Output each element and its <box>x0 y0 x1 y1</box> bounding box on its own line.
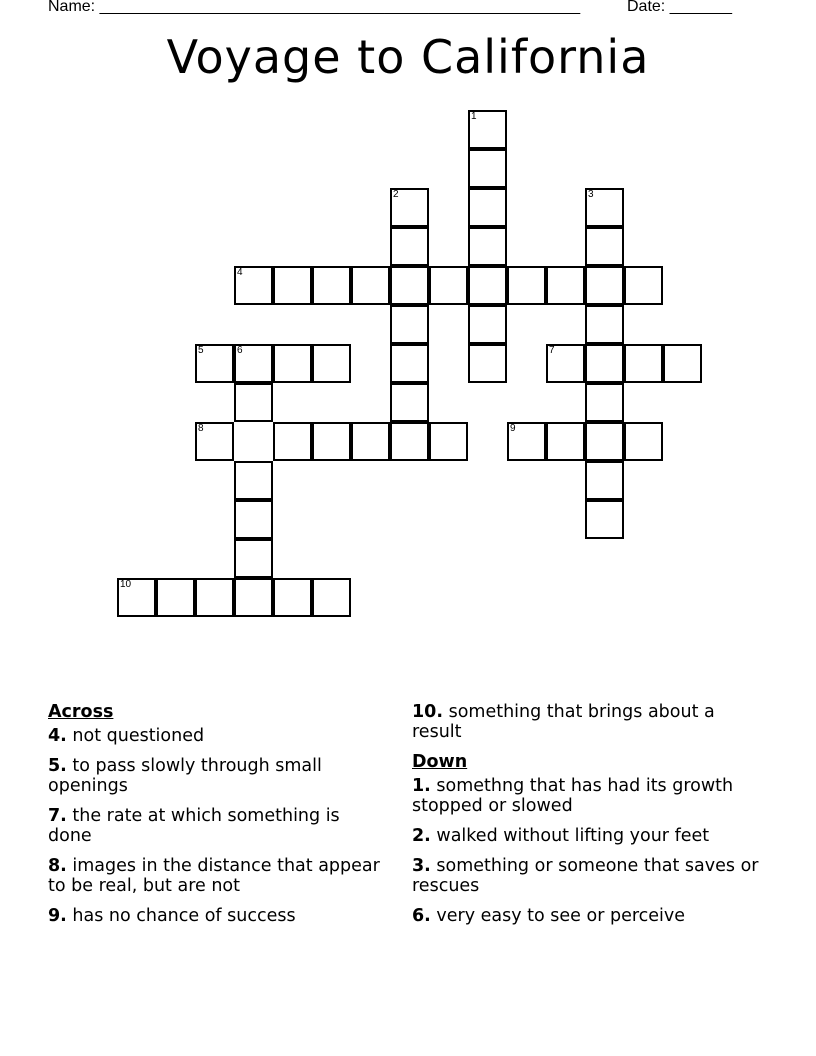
cell-number: 6 <box>237 345 243 356</box>
clue-across-9 <box>48 906 388 926</box>
cell-number: 1 <box>471 111 477 122</box>
crossword-cell[interactable] <box>390 227 429 266</box>
crossword-cell[interactable] <box>195 578 234 617</box>
clue-number: 6. <box>412 906 431 926</box>
clue-across-7 <box>48 806 388 846</box>
crossword-cell[interactable] <box>429 422 468 461</box>
crossword-cell[interactable] <box>234 500 273 539</box>
clue-number: 7. <box>48 806 67 826</box>
clue-text: something or someone that saves or rescues <box>412 856 759 896</box>
crossword-cell[interactable] <box>312 422 351 461</box>
crossword-cell[interactable] <box>273 266 312 305</box>
clue-number: 4. <box>48 726 67 746</box>
date-field-label[interactable]: Date: _______ <box>627 0 732 15</box>
clue-across-5 <box>48 756 388 796</box>
cell-number: 8 <box>198 423 204 434</box>
cell-number: 4 <box>237 267 243 278</box>
crossword-cell[interactable] <box>468 110 507 149</box>
crossword-cell[interactable] <box>273 344 312 383</box>
crossword-cell[interactable] <box>390 422 429 461</box>
crossword-cell[interactable] <box>390 188 429 227</box>
crossword-cell[interactable] <box>585 188 624 227</box>
crossword-cell[interactable] <box>585 266 624 305</box>
clue-number: 2. <box>412 826 431 846</box>
crossword-cell[interactable] <box>234 578 273 617</box>
crossword-cell[interactable] <box>585 227 624 266</box>
clue-down-2 <box>412 826 762 846</box>
crossword-cell[interactable] <box>312 578 351 617</box>
crossword-cell[interactable] <box>468 188 507 227</box>
clue-text: images in the distance that appear to be real, but are not <box>48 856 380 896</box>
clue-down-1 <box>412 776 762 816</box>
crossword-cell[interactable] <box>234 266 273 305</box>
crossword-cell[interactable] <box>312 344 351 383</box>
crossword-cell[interactable] <box>585 344 624 383</box>
crossword-cell[interactable] <box>234 383 273 422</box>
cell-number: 7 <box>549 345 555 356</box>
clues-right-column <box>412 702 762 936</box>
crossword-cell[interactable] <box>351 266 390 305</box>
crossword-cell[interactable] <box>195 422 234 461</box>
crossword-cell[interactable] <box>273 578 312 617</box>
crossword-cell[interactable] <box>624 344 663 383</box>
clue-text: to pass slowly through small openings <box>48 756 322 796</box>
clues-left-column <box>48 702 388 936</box>
crossword-cell[interactable] <box>117 578 156 617</box>
cell-number: 2 <box>393 189 399 200</box>
clue-text: the rate at which something is done <box>48 806 340 846</box>
crossword-cell[interactable] <box>546 344 585 383</box>
crossword-cell[interactable] <box>390 305 429 344</box>
crossword-cell[interactable] <box>468 266 507 305</box>
crossword-cell[interactable] <box>468 227 507 266</box>
crossword-cell[interactable] <box>234 344 273 383</box>
crossword-cell[interactable] <box>507 422 546 461</box>
crossword-cell[interactable] <box>390 383 429 422</box>
crossword-cell[interactable] <box>624 266 663 305</box>
clue-text: not questioned <box>66 726 205 746</box>
crossword-cell[interactable] <box>351 422 390 461</box>
clue-text: walked without lifting your feet <box>430 826 710 846</box>
cell-number: 9 <box>510 423 516 434</box>
crossword-cell[interactable] <box>468 305 507 344</box>
crossword-cell[interactable] <box>468 344 507 383</box>
clue-text: has no chance of success <box>66 906 296 926</box>
clue-across-8 <box>48 856 388 896</box>
crossword-cell[interactable] <box>429 266 468 305</box>
clue-number: 8. <box>48 856 67 876</box>
crossword-cell[interactable] <box>663 344 702 383</box>
crossword-cell[interactable] <box>468 149 507 188</box>
clue-across-10 <box>412 702 762 742</box>
crossword-cell[interactable] <box>546 422 585 461</box>
clue-across-4 <box>48 726 388 746</box>
clue-number: 10. <box>412 702 444 722</box>
crossword-cell[interactable] <box>390 266 429 305</box>
crossword-cell[interactable] <box>156 578 195 617</box>
clue-number: 1. <box>412 776 431 796</box>
clue-number: 9. <box>48 906 67 926</box>
crossword-cell[interactable] <box>546 266 585 305</box>
clue-number: 5. <box>48 756 67 776</box>
crossword-cell[interactable] <box>234 461 273 500</box>
crossword-cell[interactable] <box>624 422 663 461</box>
across-heading: Across <box>48 702 114 722</box>
cell-number: 5 <box>198 345 204 356</box>
crossword-cell[interactable] <box>195 344 234 383</box>
crossword-cell[interactable] <box>585 422 624 461</box>
crossword-cell[interactable] <box>273 422 312 461</box>
crossword-cell[interactable] <box>390 344 429 383</box>
crossword-cell[interactable] <box>585 305 624 344</box>
down-heading: Down <box>412 752 468 772</box>
crossword-cell[interactable] <box>585 383 624 422</box>
crossword-cell[interactable] <box>312 266 351 305</box>
clue-down-6 <box>412 906 762 926</box>
clue-down-3 <box>412 856 762 896</box>
cell-number: 3 <box>588 189 594 200</box>
clue-number: 3. <box>412 856 431 876</box>
crossword-cell[interactable] <box>507 266 546 305</box>
clue-text: something that brings about a result <box>412 702 715 742</box>
crossword-cell[interactable] <box>585 500 624 539</box>
crossword-cell[interactable] <box>585 461 624 500</box>
clue-text: very easy to see or perceive <box>430 906 686 926</box>
page-title: Voyage to California <box>166 30 650 84</box>
name-field-label[interactable]: Name: ______________________________________________________ <box>48 0 581 15</box>
cell-number: 10 <box>120 579 132 590</box>
clue-text: somethng that has had its growth stopped or slowed <box>412 776 734 816</box>
crossword-cell[interactable] <box>234 539 273 578</box>
